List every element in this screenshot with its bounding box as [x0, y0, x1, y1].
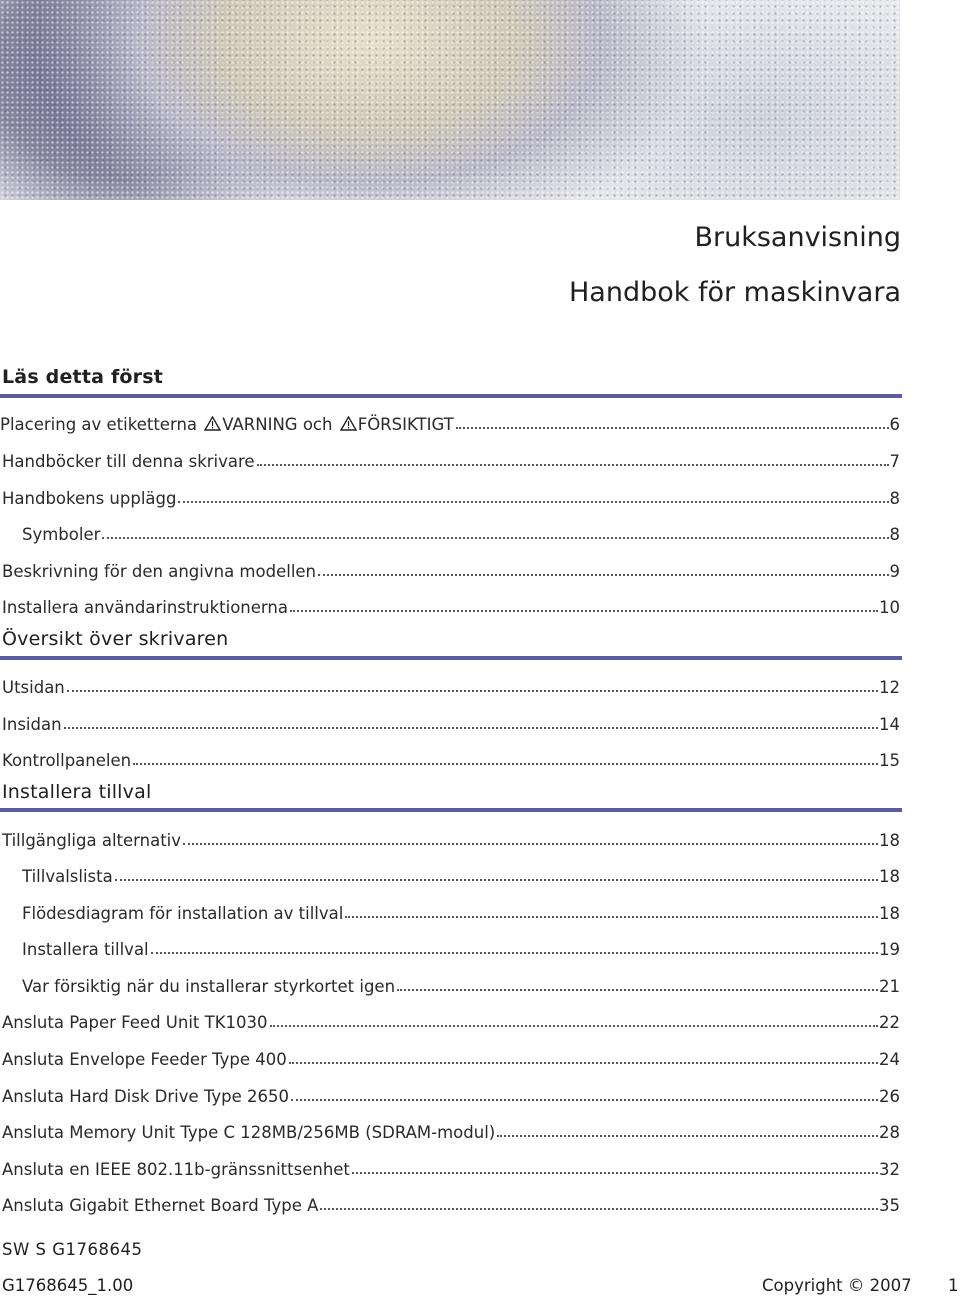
- toc-page-number: 26: [879, 1087, 900, 1106]
- product-code: SW S G1768645: [2, 1240, 143, 1259]
- toc-entry[interactable]: [0, 1116, 900, 1142]
- toc-entry-label: Beskrivning för den angivna modellen: [2, 562, 317, 581]
- toc-page-number: 8: [889, 525, 900, 544]
- toc-leader-dots: [67, 690, 878, 692]
- toc-entry[interactable]: [0, 897, 900, 923]
- toc-leader-dots: [64, 727, 878, 729]
- toc-leader-dots: [102, 537, 888, 539]
- page-number: 1: [948, 1276, 959, 1295]
- warning-triangle-icon: [340, 416, 357, 431]
- copyright-notice: Copyright © 2007: [762, 1276, 912, 1295]
- toc-entry-label: Installera användarinstruktionerna: [2, 598, 288, 617]
- toc-leader-dots: [289, 1062, 878, 1064]
- toc-page-number: 18: [879, 867, 900, 886]
- toc-entry-label: Installera tillval: [22, 940, 149, 959]
- manual-subtitle: Handbok för maskinvara: [568, 277, 901, 308]
- toc-leader-dots: [151, 952, 878, 954]
- toc-entry-label: Utsidan: [2, 678, 65, 697]
- toc-page-number: 18: [879, 904, 900, 923]
- toc-page-number: 24: [879, 1050, 900, 1069]
- section-divider: [0, 394, 902, 398]
- toc-page-number: 8: [889, 489, 900, 508]
- toc-page-number: 32: [879, 1160, 900, 1179]
- toc-entry-label: Ansluta Envelope Feeder Type 400: [2, 1050, 287, 1069]
- toc-leader-dots: [320, 1208, 878, 1210]
- toc-page-number: 19: [879, 940, 900, 959]
- toc-entry[interactable]: [0, 518, 900, 544]
- toc-entry-label: Handbokens upplägg: [2, 489, 177, 508]
- toc-leader-dots: [345, 916, 878, 918]
- toc-entry[interactable]: [0, 933, 900, 959]
- section-heading-overview: Översikt över skrivaren: [2, 628, 229, 650]
- toc-entry[interactable]: [0, 445, 900, 471]
- toc-page-number: 21: [879, 977, 900, 996]
- toc-page-number: 22: [879, 1013, 900, 1032]
- warning-triangle-icon: [204, 416, 221, 431]
- toc-page-number: 12: [879, 678, 900, 697]
- manual-title: Bruksanvisning: [694, 222, 901, 253]
- toc-leader-dots: [290, 610, 878, 612]
- toc-entry-label: Var försiktig när du installerar styrkortet igen: [22, 977, 396, 996]
- toc-entry-label: Ansluta Gigabit Ethernet Board Type A: [2, 1196, 319, 1215]
- toc-leader-dots: [133, 763, 878, 765]
- section-divider: [0, 808, 902, 812]
- toc-entry[interactable]: [0, 744, 900, 770]
- toc-entry[interactable]: [0, 970, 900, 996]
- toc-entry-label: Kontrollpanelen: [2, 751, 132, 770]
- toc-leader-dots: [456, 427, 889, 429]
- toc-entry-label: Ansluta Paper Feed Unit TK1030: [2, 1013, 268, 1032]
- toc-page-number: 35: [879, 1196, 900, 1215]
- toc-entry-label: Tillgängliga alternativ: [2, 831, 182, 850]
- toc-entry[interactable]: [0, 1080, 900, 1106]
- toc-page-number: 10: [879, 598, 900, 617]
- toc-leader-dots: [352, 1172, 878, 1174]
- toc-leader-dots: [257, 464, 889, 466]
- toc-entry-label: Placering av etiketterna VARNING och FÖRSIKTIGT: [0, 415, 454, 434]
- toc-entry[interactable]: [0, 1153, 900, 1179]
- toc-leader-dots: [115, 879, 878, 881]
- toc-entry[interactable]: [0, 671, 900, 697]
- section-heading-install-options: Installera tillval: [2, 781, 152, 803]
- toc-page-number: 6: [889, 415, 900, 434]
- cover-banner-image: [0, 0, 900, 200]
- toc-page-number: 9: [889, 562, 900, 581]
- toc-entry-label: Insidan: [2, 715, 62, 734]
- toc-leader-dots: [397, 989, 878, 991]
- document-id: G1768645_1.00: [2, 1276, 134, 1295]
- toc-entry[interactable]: [0, 1043, 900, 1069]
- toc-page-number: 18: [879, 831, 900, 850]
- toc-entry[interactable]: [0, 591, 900, 617]
- toc-entry[interactable]: [0, 708, 900, 734]
- toc-entry-label: Ansluta Hard Disk Drive Type 2650: [2, 1087, 289, 1106]
- toc-leader-dots: [183, 843, 878, 845]
- toc-leader-dots: [497, 1135, 878, 1137]
- toc-entry-label: Ansluta en IEEE 802.11b-gränssnittsenhet: [2, 1160, 350, 1179]
- toc-entry-label: Tillvalslista: [22, 867, 113, 886]
- toc-leader-dots: [318, 574, 888, 576]
- section-heading-read-first: Läs detta först: [2, 366, 164, 388]
- toc-entry[interactable]: [0, 555, 900, 581]
- toc-entry[interactable]: [0, 482, 900, 508]
- toc-entry[interactable]: [0, 860, 900, 886]
- toc-entry-label: Symboler: [22, 525, 101, 544]
- toc-entry-label: Ansluta Memory Unit Type C 128MB/256MB (SDRAM-modul): [2, 1123, 496, 1142]
- toc-entry[interactable]: [0, 1189, 900, 1215]
- toc-page-number: 7: [889, 452, 900, 471]
- toc-entry-label: Flödesdiagram för installation av tillval: [22, 904, 344, 923]
- toc-entry[interactable]: [0, 408, 900, 434]
- toc-entry[interactable]: [0, 824, 900, 850]
- toc-page-number: 15: [879, 751, 900, 770]
- toc-entry[interactable]: [0, 1006, 900, 1032]
- toc-leader-dots: [178, 501, 888, 503]
- section-divider: [0, 656, 902, 660]
- toc-leader-dots: [291, 1099, 878, 1101]
- toc-leader-dots: [270, 1025, 878, 1027]
- toc-entry-label: Handböcker till denna skrivare: [2, 452, 255, 471]
- toc-page-number: 28: [879, 1123, 900, 1142]
- toc-page-number: 14: [879, 715, 900, 734]
